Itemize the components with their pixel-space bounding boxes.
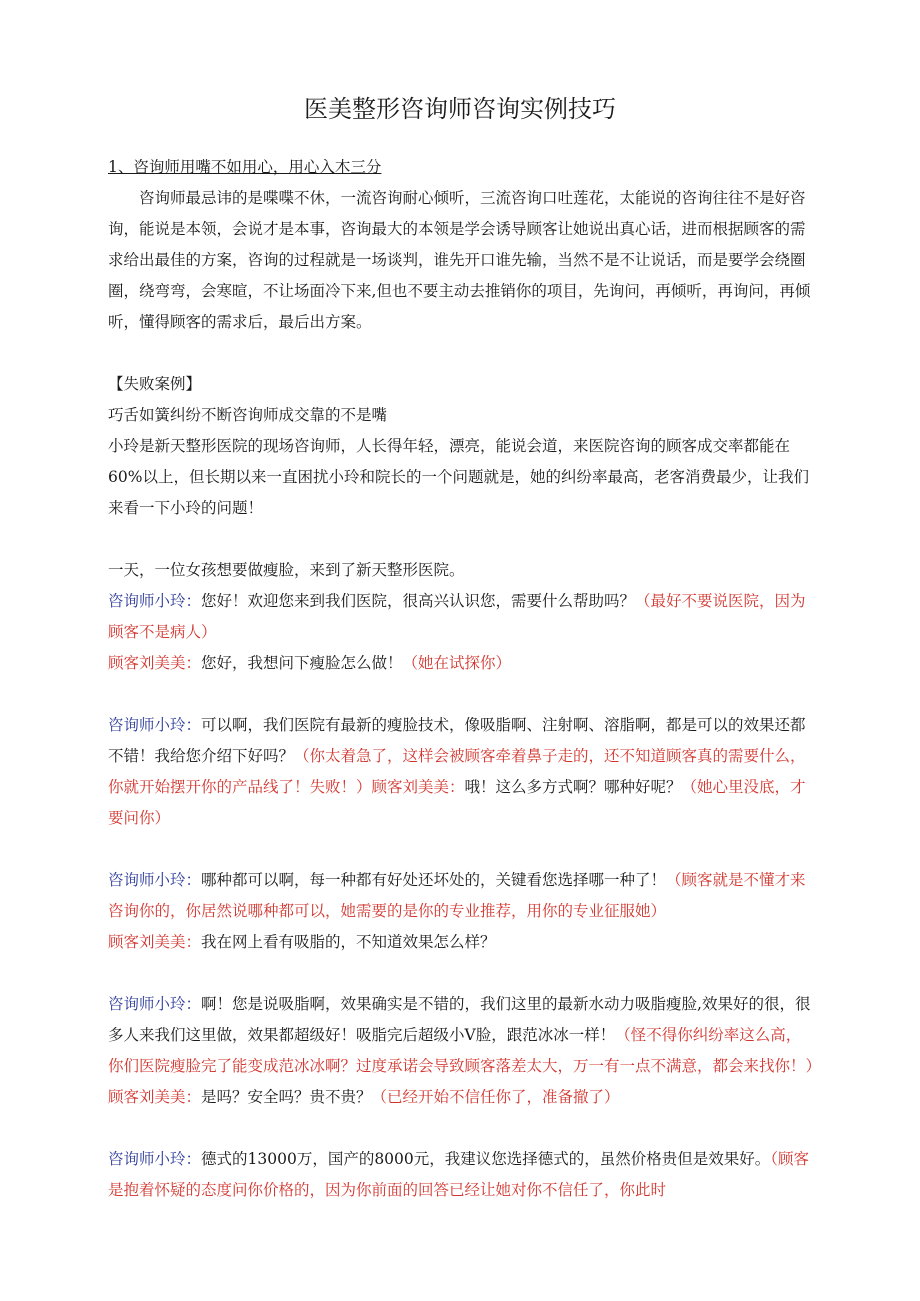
section-paragraph: 咨询师最忌讳的是喋喋不休，一流咨询耐心倾听，三流咨询口吐莲花，太能说的咨询往往不是好咨询，能说是本领，会说才是本事，咨询最大的本领是学会诱导顾客让她说出真心话，进而根据顾客的需求给出最佳的方案，咨询的过程就是一场谈判，谁先开口谁先输，当然不是不让说话，而是要学会绕圈圈，绕弯弯，会寒暄，不让场面冷下来,但也不要主动去推销你的项目，先询问，再倾听，再询问，再倾听，懂得顾客的需求后，最后出方案。	[108, 189, 811, 331]
section-heading: 1、咨询师用嘴不如用心，用心入木三分	[108, 158, 382, 176]
dialogue-text: 我在网上看有吸脂的，不知道效果怎么样？	[201, 933, 496, 951]
document-title: 医美整形咨询师咨询实例技巧	[304, 95, 616, 123]
dialogue-text: 您好！欢迎您来到我们医院，很高兴认识您，需要什么帮助吗？	[201, 592, 636, 610]
case-subtitle: 巧舌如簧纠纷不断咨询师成交靠的不是嘴	[108, 406, 388, 424]
customer-speaker: 顾客刘美美：	[371, 778, 465, 796]
commentary-note: （已经开始不信任你了，准备撤了）	[371, 1088, 620, 1106]
consultant-speaker: 咨询师小玲：	[108, 592, 202, 610]
commentary-note: （顾客是抱着怀疑的态度问你价格的，因为你前面的回答已经让她对你不信任了，你此时	[108, 1150, 810, 1199]
dialogue-line	[108, 989, 822, 1082]
dialogue-text: 是吗？安全吗？贵不贵？	[201, 1088, 372, 1106]
customer-speaker: 顾客刘美美：	[108, 1088, 202, 1106]
dialogue-line	[108, 648, 816, 679]
dialogue-line	[108, 710, 816, 834]
dialogue-line	[108, 1082, 816, 1113]
dialogue-text: 哦！这么多方式啊？哪种好呢？	[464, 778, 682, 796]
document-body	[108, 152, 822, 1206]
consultant-speaker: 咨询师小玲：	[108, 995, 202, 1013]
commentary-note: （顾客就是不懂才来咨询你的，你居然说哪种都可以，她需要的是你的专业推荐，用你的专业征服她）	[108, 871, 806, 920]
dialogue-line	[108, 927, 816, 958]
dialogue-line	[108, 1144, 816, 1206]
commentary-note: （怪不得你纠纷率这么高，你们医院瘦脸完了能变成范冰冰啊？过度承诺会导致顾客落差太大，万一有一点不满意，都会来找你！）	[108, 1026, 822, 1075]
dialogue-text: 您好，我想问下瘦脸怎么做！	[201, 654, 403, 672]
commentary-note: （她在试探你）	[402, 654, 512, 672]
dialogue-text: 啊！您是说吸脂啊，效果确实是不错的，我们这里的最新水动力吸脂瘦脸,效果好的很，很多人来我们这里做，效果都超级好！吸脂完后超级小V脸，跟范冰冰一样！	[108, 995, 811, 1044]
customer-speaker: 顾客刘美美：	[108, 654, 202, 672]
dialogue-line	[108, 865, 816, 927]
commentary-note: （你太着急了，这样会被顾客牵着鼻子走的，还不知道顾客真的需要什么，你就开始摆开你的产品线了！失败！）	[108, 747, 806, 796]
case-scene: 一天，一位女孩想要做瘦脸，来到了新天整形医院。	[108, 561, 465, 579]
consultant-speaker: 咨询师小玲：	[108, 1150, 202, 1168]
dialogue-text: 德式的13000万，国产的8000元，我建议您选择德式的，虽然价格贵但是效果好。	[201, 1150, 771, 1168]
customer-speaker: 顾客刘美美：	[108, 933, 202, 951]
case-intro: 小玲是新天整形医院的现场咨询师，人长得年轻，漂亮，能说会道，来医院咨询的顾客成交率都能在60%以上，但长期以来一直困扰小玲和院长的一个问题就是，她的纠纷率最高，老客消费最少，让我们来看一下小玲的问题！	[108, 437, 809, 517]
dialogue-text: 可以啊，我们医院有最新的瘦脸技术，像吸脂啊、注射啊、溶脂啊，都是可以的效果还都不错！我给您介绍下好吗？	[108, 716, 806, 765]
commentary-note: （她心里没底，才要问你）	[108, 778, 806, 827]
case-label: 【失败案例】	[108, 375, 202, 393]
dialogue-text: 哪种都可以啊，每一种都有好处还坏处的，关键看您选择哪一种了！	[201, 871, 667, 889]
consultant-speaker: 咨询师小玲：	[108, 871, 202, 889]
commentary-note: （最好不要说医院，因为顾客不是病人）	[108, 592, 806, 641]
consultant-speaker: 咨询师小玲：	[108, 716, 202, 734]
dialogue-line	[108, 586, 816, 648]
